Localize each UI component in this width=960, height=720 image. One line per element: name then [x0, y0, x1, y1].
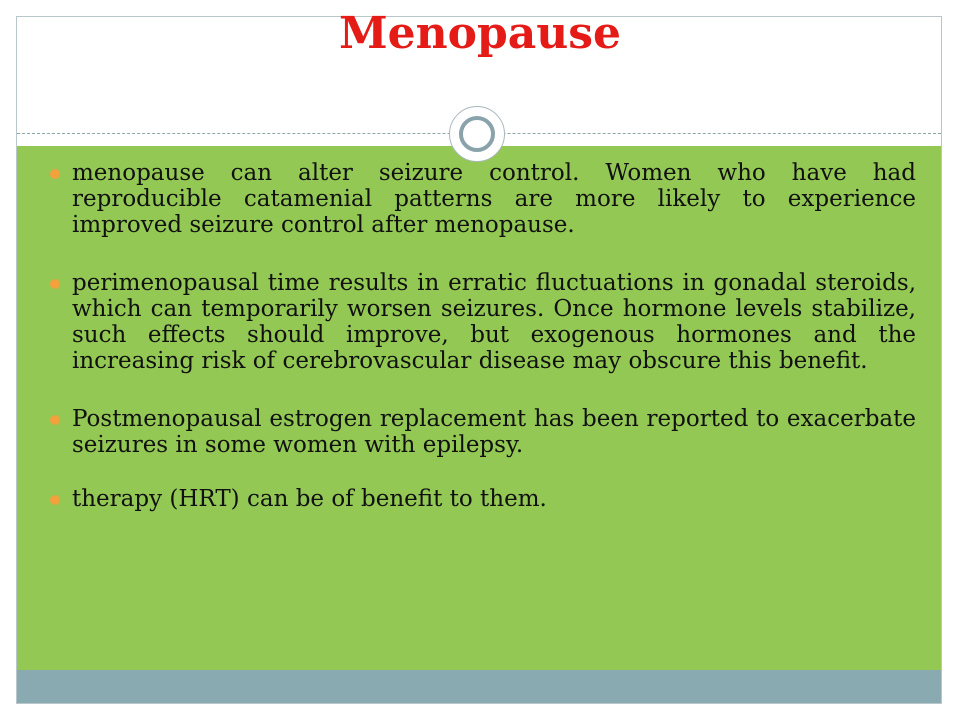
bullet-text: menopause can alter seizure control. Women who have had reproducible catamenial patterns are more likely to experience improved seizure control after menopause. [72, 160, 916, 238]
bullet-item [50, 270, 916, 374]
bullet-item [50, 486, 916, 512]
bullet-item [50, 406, 916, 458]
bullet-text: Postmenopausal estrogen replacement has been reported to exacerbate seizures in some women with epilepsy. [72, 406, 916, 458]
bullet-list [50, 160, 916, 544]
circle-bullet-icon [50, 279, 60, 289]
circle-bullet-icon [50, 495, 60, 505]
ring-inner [459, 116, 495, 152]
footer-band [17, 670, 941, 703]
bullet-item [50, 160, 916, 238]
slide-title: Menopause [338, 8, 622, 59]
bullet-text: therapy (HRT) can be of benefit to them. [72, 486, 547, 512]
ring-ornament-icon [449, 106, 505, 162]
bullet-text: perimenopausal time results in erratic fluctuations in gonadal steroids, which can temporarily worsen seizures. Once hormone levels stabilize, such effects should improve, but exogenous hormones and the increasing risk of cerebrovascular disease may obscure this benefit. [72, 270, 916, 374]
circle-bullet-icon [50, 169, 60, 179]
circle-bullet-icon [50, 415, 60, 425]
